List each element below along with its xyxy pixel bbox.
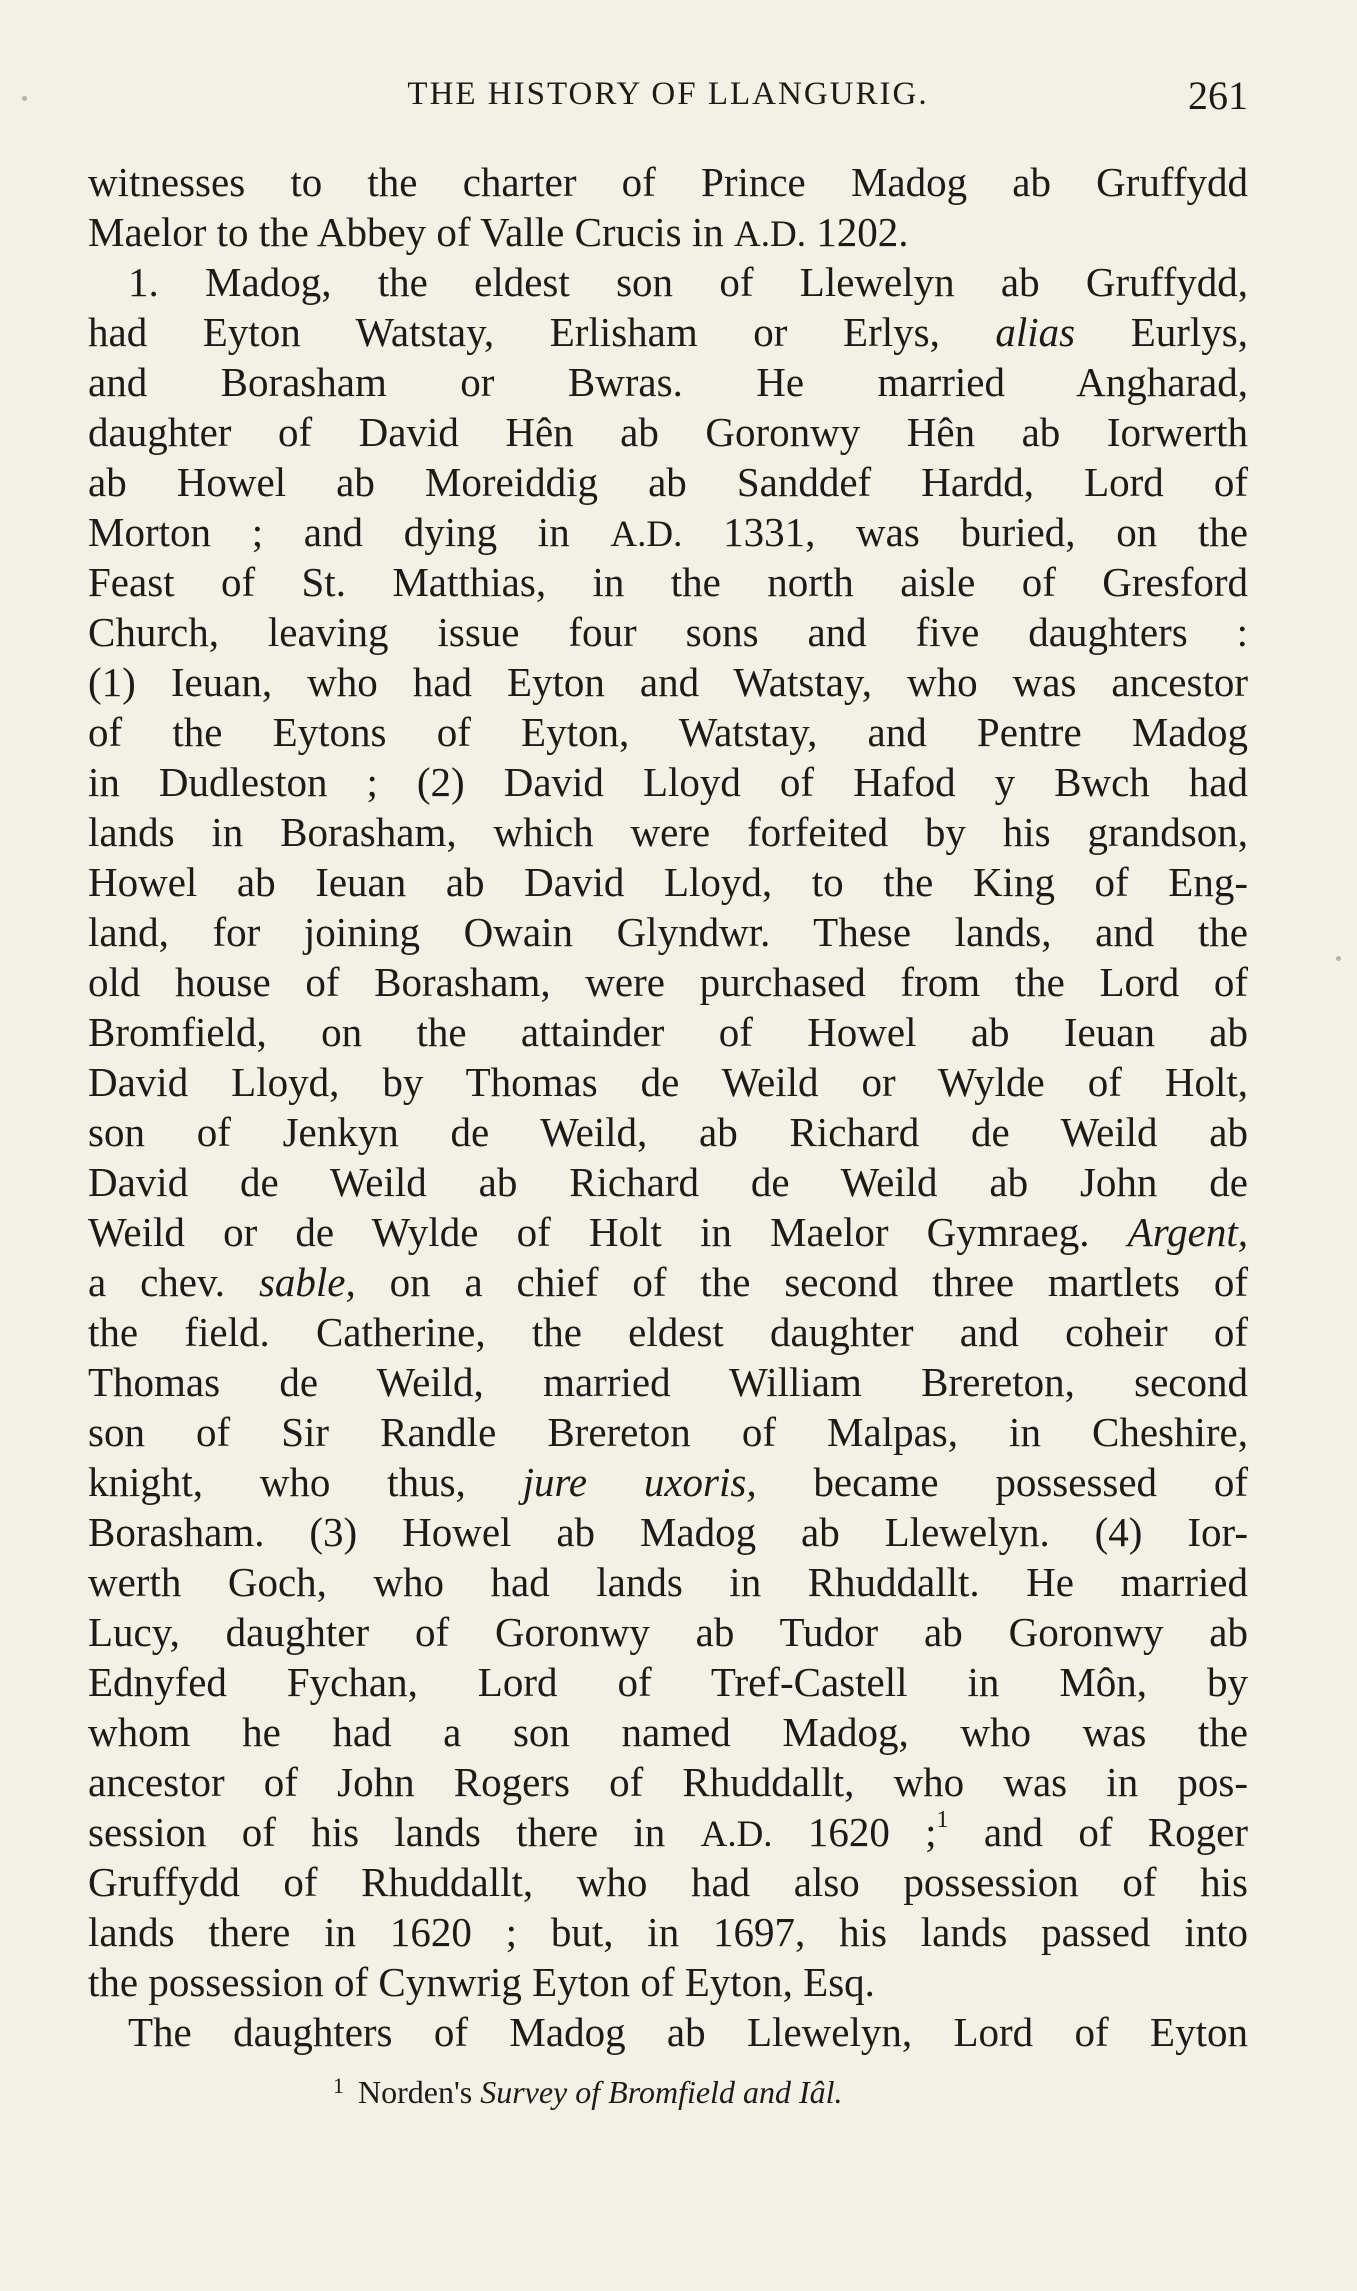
anno-domini: A.D. xyxy=(734,214,806,255)
text-line: David de Weild ab Richard de Weild ab John de xyxy=(88,1159,1248,1205)
paragraph-start-line: The daughters of Madog ab Llewelyn, Lord of Eyton xyxy=(128,2009,1248,2055)
paper-speck xyxy=(22,96,27,101)
text-line: a chev. sable, on a chief of the second three martlets of xyxy=(88,1259,1248,1305)
text-line: lands there in 1620 ; but, in 1697, his lands passed into xyxy=(88,1909,1248,1955)
text-line: Howel ab Ieuan ab David Lloyd, to the King of Eng- xyxy=(88,859,1248,905)
text-line: and Borasham or Bwras. He married Angharad, xyxy=(88,359,1248,405)
text-line: son of Sir Randle Brereton of Malpas, in Cheshire, xyxy=(88,1409,1248,1455)
text-line: Ednyfed Fychan, Lord of Tref-Castell in Môn, by xyxy=(88,1659,1248,1705)
heraldic-term: Argent, xyxy=(1127,1209,1248,1255)
page-number: 261 xyxy=(1188,73,1248,118)
text-line: Church, leaving issue four sons and five daughters : xyxy=(88,609,1248,655)
text-line: witnesses to the charter of Prince Madog ab Gruffydd xyxy=(88,159,1248,205)
body-text xyxy=(88,157,1248,2057)
text-line: David Lloyd, by Thomas de Weild or Wylde of Holt, xyxy=(88,1059,1248,1105)
text-line: lands in Borasham, which were forfeited by his grandson, xyxy=(88,809,1248,855)
text-line: Borasham. (3) Howel ab Madog ab Llewelyn. (4) Ior- xyxy=(88,1509,1248,1555)
text-line: had Eyton Watstay, Erlisham or Erlys, alias Eurlys, xyxy=(88,309,1248,355)
text-line: Bromfield, on the attainder of Howel ab Ieuan ab xyxy=(88,1009,1248,1055)
running-head xyxy=(88,72,1248,122)
latin-term: jure uxoris, xyxy=(522,1459,757,1505)
text-line: the field. Catherine, the eldest daughter and coheir of xyxy=(88,1309,1248,1355)
text-line: of the Eytons of Eyton, Watstay, and Pentre Madog xyxy=(88,709,1248,755)
text-line: Maelor to the Abbey of Valle Crucis in A.D. 1202. xyxy=(88,209,909,255)
paper-speck xyxy=(1336,956,1341,961)
text-line: ab Howel ab Moreiddig ab Sanddef Hardd, Lord of xyxy=(88,459,1248,505)
text-line: the possession of Cynwrig Eyton of Eyton, Esq. xyxy=(88,1959,875,2005)
anno-domini: A.D. xyxy=(610,514,683,555)
footnote-author: Norden's xyxy=(358,2074,481,2110)
text-line: old house of Borasham, were purchased from the Lord of xyxy=(88,959,1248,1005)
footnote-number: 1 xyxy=(333,2073,344,2098)
running-title: THE HISTORY OF LLANGURIG. xyxy=(407,76,929,112)
text-line: in Dudleston ; (2) David Lloyd of Hafod y Bwch had xyxy=(88,759,1248,805)
text-line: knight, who thus, jure uxoris, became possessed of xyxy=(88,1459,1248,1505)
text-line: Feast of St. Matthias, in the north aisle of Gresford xyxy=(88,559,1248,605)
italic-term: alias xyxy=(995,309,1076,355)
text-line: Weild or de Wylde of Holt in Maelor Gymraeg. Argent, xyxy=(88,1209,1248,1255)
text-line: daughter of David Hên ab Goronwy Hên ab Iorwerth xyxy=(88,409,1248,455)
text-line: son of Jenkyn de Weild, ab Richard de Weild ab xyxy=(88,1109,1248,1155)
text-line: ancestor of John Rogers of Rhuddallt, who was in pos- xyxy=(88,1759,1248,1805)
heraldic-term: sable, xyxy=(258,1259,356,1305)
text-line: Morton ; and dying in A.D. 1331, was buried, on the xyxy=(88,509,1249,555)
text-line: werth Goch, who had lands in Rhuddallt. He married xyxy=(88,1559,1248,1605)
footnote-reference[interactable]: 1 xyxy=(936,1807,949,1834)
footnote-title: Survey of Bromfield and Iâl. xyxy=(480,2074,843,2110)
anno-domini: A.D. xyxy=(700,1814,773,1855)
text-line: Gruffydd of Rhuddallt, who had also possession of his xyxy=(88,1859,1248,1905)
text-line: session of his lands there in A.D. 1620 ;$^1$ and of Roger xyxy=(88,1807,1248,1855)
text-line: (1) Ieuan, who had Eyton and Watstay, who was ancestor xyxy=(88,659,1248,705)
text-line: whom he had a son named Madog, who was the xyxy=(88,1709,1248,1755)
paragraph-start-line: 1. Madog, the eldest son of Llewelyn ab Gruffydd, xyxy=(128,259,1248,305)
text-line: Thomas de Weild, married William Brereton, second xyxy=(88,1359,1248,1405)
text-line: land, for joining Owain Glyndwr. These lands, and the xyxy=(88,909,1248,955)
text-line: Lucy, daughter of Goronwy ab Tudor ab Goronwy ab xyxy=(88,1609,1248,1655)
footnote xyxy=(333,2074,842,2111)
